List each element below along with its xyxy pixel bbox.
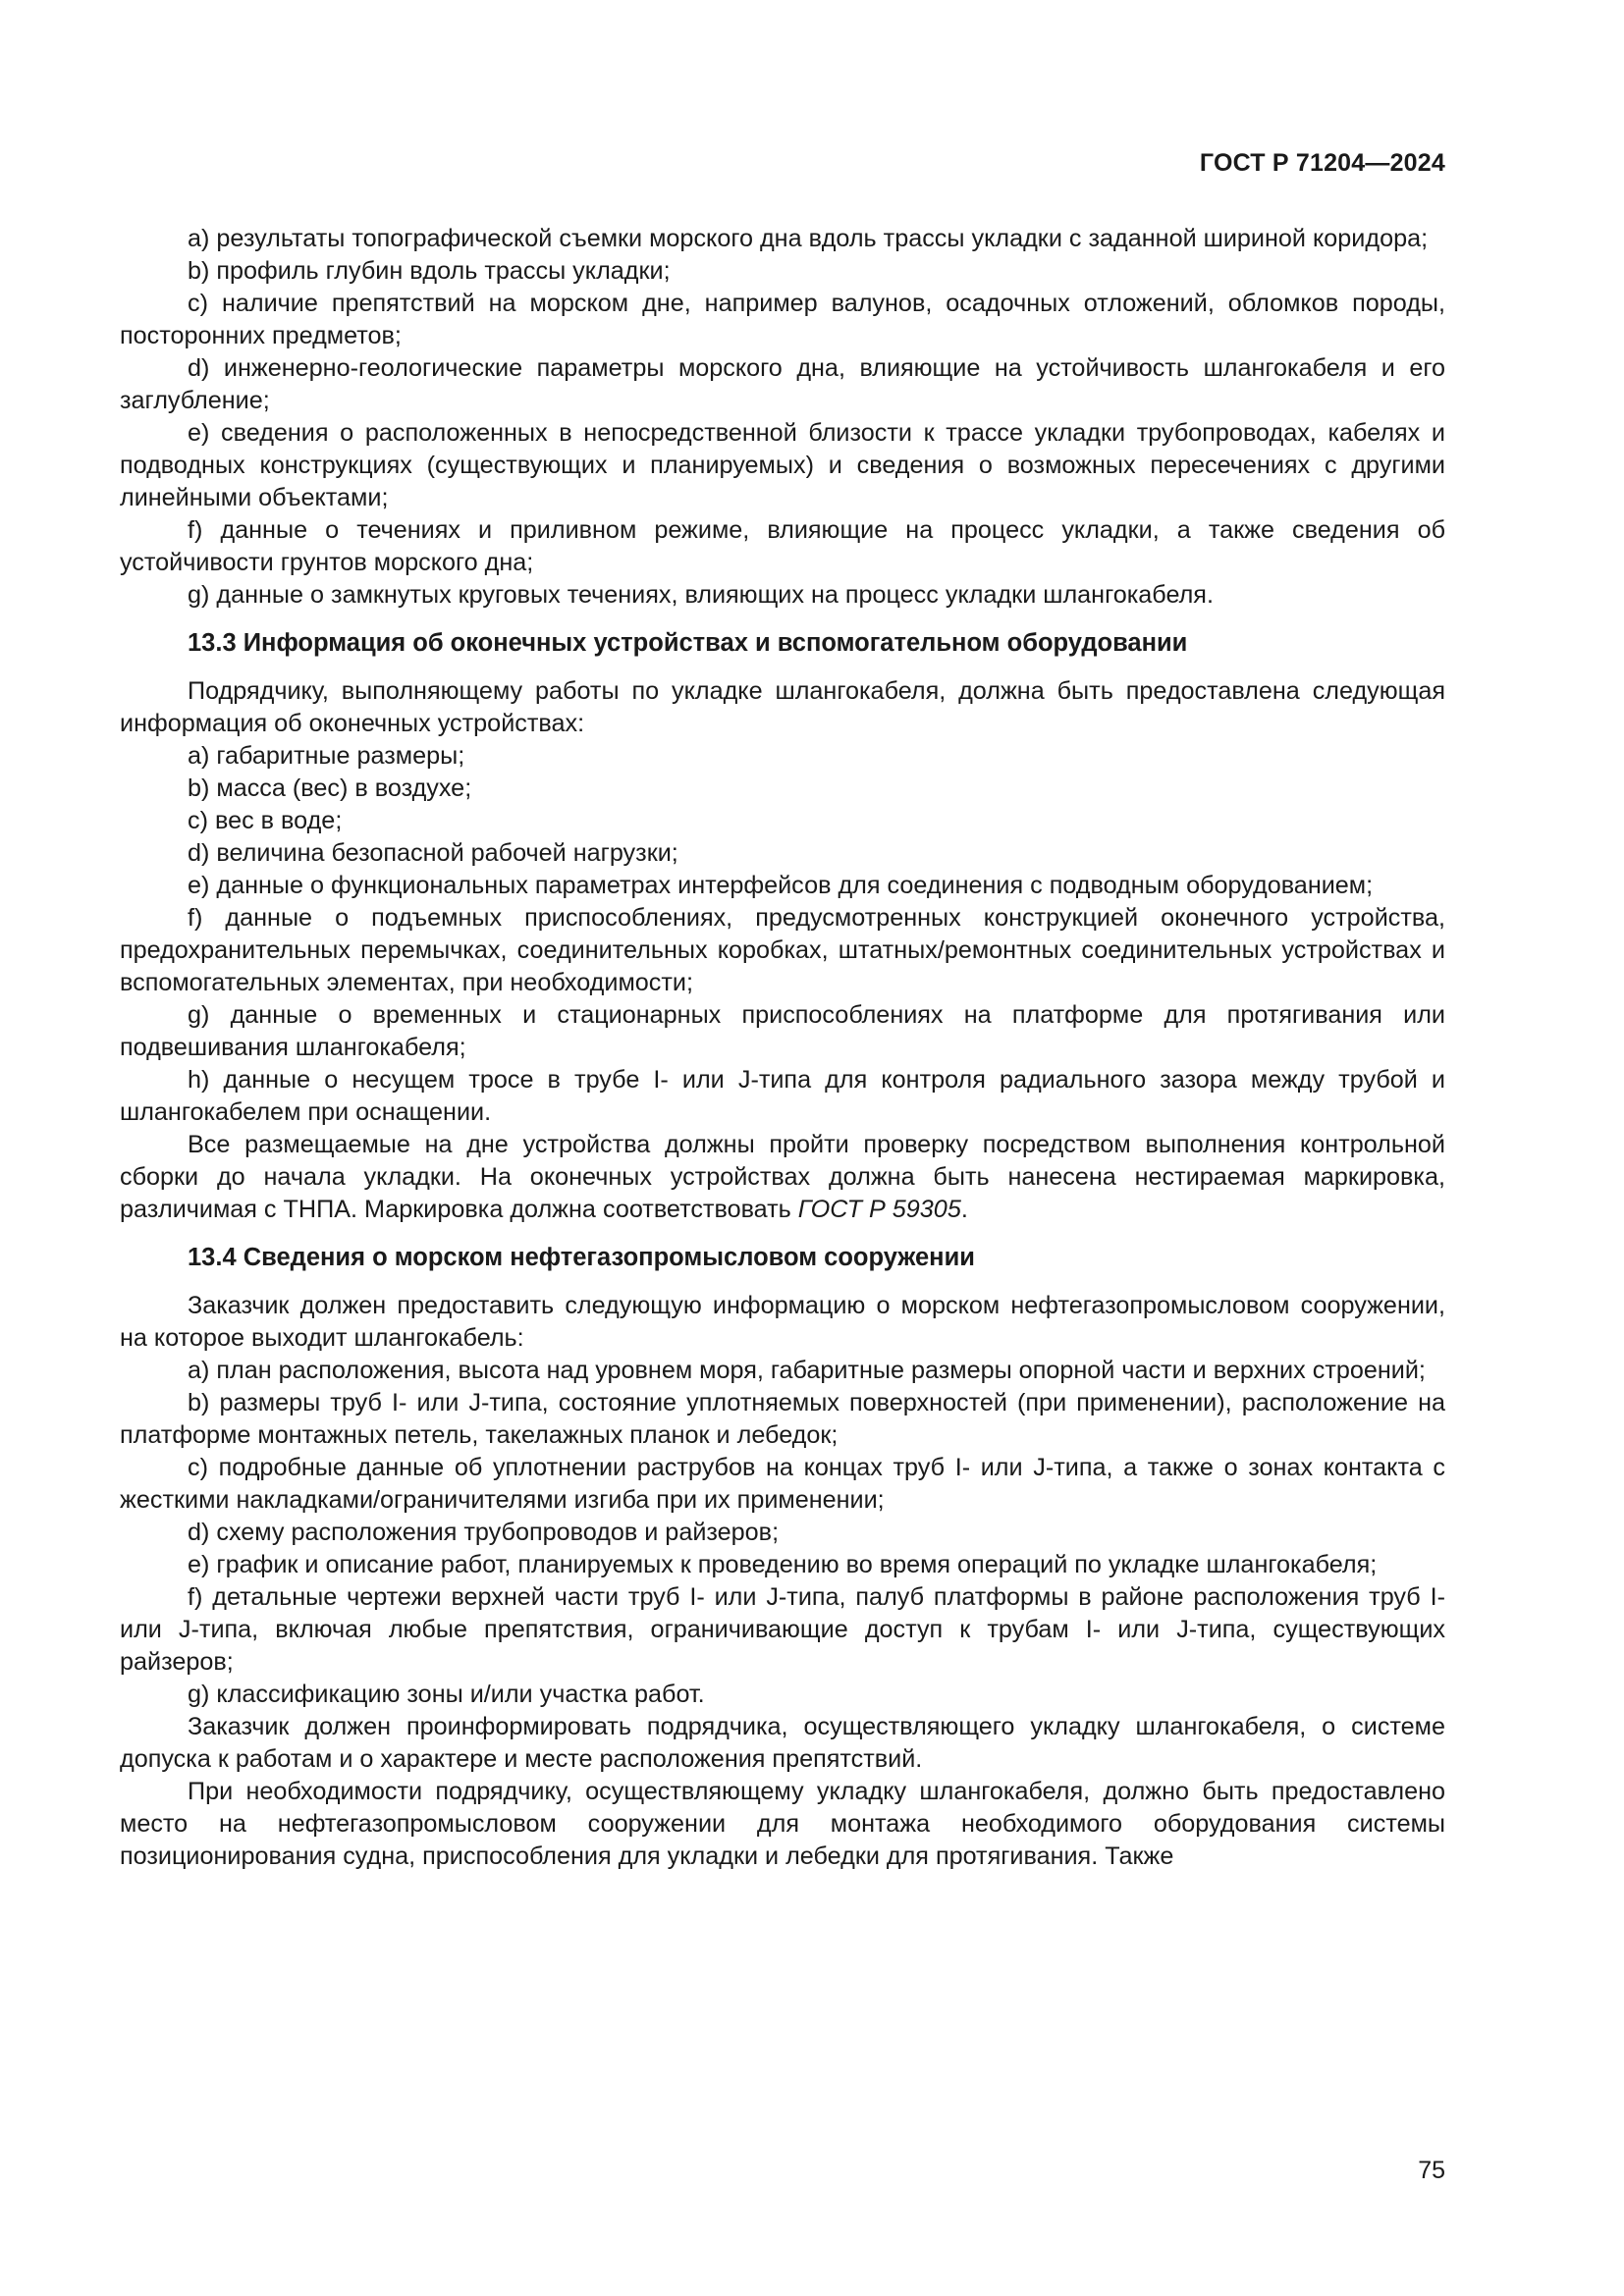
section-heading-13-3: 13.3 Информация об оконечных устройствах и вспомогательном оборудовании <box>188 629 1188 657</box>
body-paragraph: Заказчик должен проинформировать подрядчика, осуществляющего укладку шлангокабеля, о системе допуска к работам и о характере и месте расположения препятствий. <box>120 1713 1445 1773</box>
closing-text: Все размещаемые на дне устройства должны пройти проверку посредством выполнения контрольной сборки до начала укладки. На оконечных устройствах должна быть нанесена нестираемая маркировка, различимая с ТНПА. Маркировка должна соответствовать <box>120 1131 1445 1223</box>
list-item: а) результаты топографической съемки морского дна вдоль трассы укладки с заданной шириной коридора; <box>188 225 1429 252</box>
list-item: а) габаритные размеры; <box>188 742 465 770</box>
section-heading-13-4: 13.4 Сведения о морском нефтегазопромысловом сооружении <box>188 1244 975 1271</box>
list-item: f) данные о подъемных приспособлениях, предусмотренных конструкцией оконечного устройства, предохранительных перемычках, соединительных коробках, штатных/ремонтных соединительных устройствах и вспомогательных элементах, при необходимости; <box>120 904 1445 996</box>
list-item: с) наличие препятствий на морском дне, например валунов, осадочных отложений, обломков породы, посторонних предметов; <box>120 290 1445 349</box>
list-item: b) размеры труб I- или J-типа, состояние уплотняемых поверхностей (при применении), расположение на платформе монтажных петель, такелажных планок и лебедок; <box>120 1389 1445 1449</box>
section-intro: Заказчик должен предоставить следующую информацию о морском нефтегазопромысловом сооружении, на которое выходит шлангокабель: <box>120 1292 1445 1352</box>
standard-reference: ГОСТ Р 59305 <box>797 1196 961 1223</box>
list-item: f) данные о течениях и приливном режиме, влияющие на процесс укладки, а также сведения об устойчивости грунтов морского дна; <box>120 516 1445 576</box>
list-item: h) данные о несущем тросе в трубе I- или J-типа для контроля радиального зазора между трубой и шлангокабелем при оснащении. <box>120 1066 1445 1126</box>
closing-paragraph <box>120 1129 1445 1226</box>
list-item: е) график и описание работ, планируемых к проведению во время операций по укладке шлангокабеля; <box>188 1551 1378 1578</box>
list-item: d) схему расположения трубопроводов и райзеров; <box>188 1519 780 1546</box>
list-item: е) сведения о расположенных в непосредственной близости к трассе укладки трубопроводах, кабелях и подводных конструкциях (существующих и планируемых) и сведения о возможных пересечениях с другими линейными объектами; <box>120 419 1445 511</box>
list-item: с) подробные данные об уплотнении раструбов на концах труб I- или J-типа, а также о зонах контакта с жесткими накладками/ограничителями изгиба при их применении; <box>120 1454 1445 1514</box>
list-item: d) величина безопасной рабочей нагрузки; <box>188 839 678 867</box>
list-item: f) детальные чертежи верхней части труб I- или J-типа, палуб платформы в районе расположения труб I- или J-типа, включая любые препятствия, ограничивающие доступ к трубам I- или J-типа, существующих райзеров; <box>120 1583 1445 1676</box>
list-item: b) профиль глубин вдоль трассы укладки; <box>188 257 671 285</box>
list-item: g) данные о замкнутых круговых течениях, влияющих на процесс укладки шлангокабеля. <box>188 581 1214 609</box>
list-item: е) данные о функциональных параметрах интерфейсов для соединения с подводным оборудованием; <box>188 872 1374 899</box>
list-item: g) классификацию зоны и/или участка работ. <box>188 1681 705 1708</box>
page-content <box>120 223 1445 1873</box>
list-item: с) вес в воде; <box>188 807 343 834</box>
document-header: ГОСТ Р 71204—2024 <box>1199 149 1445 177</box>
page-number: 75 <box>1418 2157 1445 2184</box>
list-item: d) инженерно-геологические параметры морского дна, влияющие на устойчивость шлангокабеля и его заглубление; <box>120 354 1445 414</box>
closing-end: . <box>960 1196 968 1223</box>
list-item: а) план расположения, высота над уровнем моря, габаритные размеры опорной части и верхних строений; <box>188 1357 1426 1384</box>
section-intro: Подрядчику, выполняющему работы по укладке шлангокабеля, должна быть предоставлена следующая информация об оконечных устройствах: <box>120 677 1445 737</box>
list-item: g) данные о временных и стационарных приспособлениях на платформе для протягивания или подвешивания шлангокабеля; <box>120 1001 1445 1061</box>
list-item: b) масса (вес) в воздухе; <box>188 774 472 802</box>
body-paragraph: При необходимости подрядчику, осуществляющему укладку шлангокабеля, должно быть предоставлено место на нефтегазопромысловом сооружении для монтажа необходимого оборудования системы позиционирования судна, приспособления для укладки и лебедки для протягивания. Также <box>120 1778 1445 1870</box>
